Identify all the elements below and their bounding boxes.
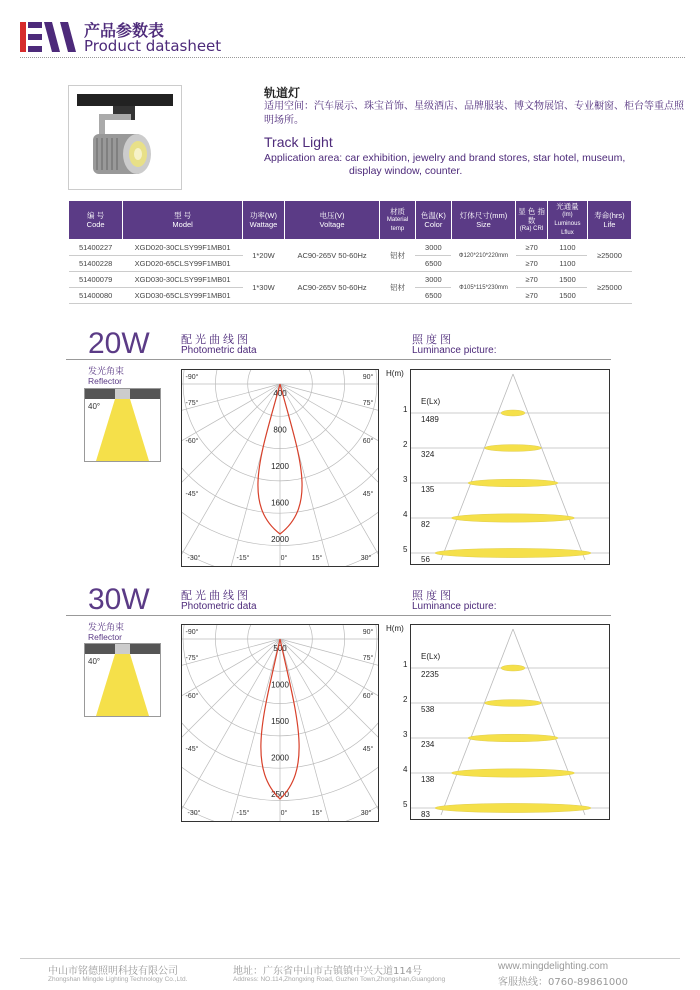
height-value: 1	[403, 405, 408, 414]
illuminance-spot	[468, 734, 558, 742]
polar-intensity-tick: 1000	[271, 680, 289, 690]
cell-code: 51400079	[69, 272, 123, 288]
photometric-title-en: Photometric data	[181, 345, 257, 356]
height-value: 1	[403, 660, 408, 669]
e-axis-label: E(Lx)	[421, 397, 441, 406]
polar-angle-label: 90°	[362, 629, 374, 636]
polar-intensity-tick: 500	[273, 644, 287, 653]
lux-value: 538	[421, 705, 435, 714]
cell-code: 51400227	[69, 240, 123, 256]
cell-flux: 1500	[547, 288, 587, 304]
polar-angle-label: 60°	[362, 438, 374, 445]
th-voltage: 电压(V) Voltage	[284, 201, 379, 240]
lux-value: 138	[421, 775, 435, 784]
polar-angle-label: 60°	[362, 693, 374, 700]
beam-angle-label: 40°	[88, 657, 101, 666]
polar-angle-label: -15°	[236, 810, 250, 817]
cell-life: ≥25000	[587, 240, 631, 272]
luminance-chart	[410, 369, 610, 565]
footer-address-en: Address: NO.114,Zhongxing Road, Guzhen Town,Zhongshan,Guangdong	[233, 976, 446, 983]
footer-company-cn: 中山市铭德照明科技有限公司	[48, 966, 178, 977]
reflector-diagram	[84, 643, 161, 717]
height-value: 4	[403, 510, 408, 519]
cell-model: XGD030-30CLSY99F1MB01	[123, 272, 243, 288]
polar-angle-label: 30°	[360, 810, 372, 817]
product-name-en: Track Light	[264, 134, 333, 150]
polar-intensity-tick: 2000	[271, 535, 289, 544]
height-value: 4	[403, 765, 408, 774]
polar-intensity-tick: 1500	[271, 717, 289, 726]
cell-material: 铝材	[380, 240, 416, 272]
illuminance-spot	[435, 803, 591, 812]
polar-intensity-tick: 1200	[271, 462, 289, 471]
th-color: 色温(K) Color	[415, 201, 451, 240]
polar-angle-label: -45°	[185, 491, 199, 498]
luminance-title-en: Luminance picture:	[412, 601, 497, 612]
cell-color: 6500	[415, 256, 451, 272]
cell-code: 51400228	[69, 256, 123, 272]
illuminance-spot	[485, 445, 542, 452]
cell-cri: ≥70	[516, 240, 548, 256]
footer-address-cn: 地址：广东省中山市古镇镇中兴大道114号	[233, 966, 423, 977]
lux-value: 83	[421, 810, 430, 819]
beam-angle-label: 40°	[88, 402, 101, 411]
section-divider	[66, 359, 611, 360]
cell-cri: ≥70	[516, 256, 548, 272]
power-label: 20W	[88, 327, 150, 360]
illuminance-spot	[452, 769, 575, 777]
polar-chart	[181, 369, 379, 567]
polar-intensity-tick: 800	[273, 425, 287, 435]
lux-value: 135	[421, 485, 435, 494]
polar-angle-label: 0°	[280, 810, 288, 817]
cell-life: ≥25000	[587, 272, 631, 304]
spec-table	[68, 200, 632, 304]
lux-value: 82	[421, 520, 430, 529]
height-value: 5	[403, 800, 408, 809]
reflector-label-cn: 发光角束	[88, 367, 125, 377]
cell-wattage: 1*30W	[243, 272, 285, 304]
footer-website[interactable]: www.mingdelighting.com	[498, 961, 609, 972]
height-value: 2	[403, 440, 408, 449]
cell-cri: ≥70	[516, 272, 548, 288]
polar-angle-label: -60°	[185, 438, 199, 445]
polar-angle-label: 45°	[362, 746, 374, 753]
luminance-chart	[410, 624, 610, 820]
cell-model: XGD020-30CLSY99F1MB01	[123, 240, 243, 256]
cell-wattage: 1*20W	[243, 240, 285, 272]
height-value: 3	[403, 475, 408, 484]
reflector-label-cn: 发光角束	[88, 623, 125, 633]
polar-angle-label: 75°	[362, 400, 374, 407]
cell-flux: 1100	[547, 240, 587, 256]
cell-size: Ф120*210*220mm	[451, 240, 515, 272]
company-logo	[20, 20, 80, 54]
header-title-en: Product datasheet	[84, 37, 222, 55]
polar-angle-label: -90°	[185, 629, 199, 636]
polar-angle-label: 90°	[362, 374, 374, 381]
polar-angle-label: -75°	[185, 655, 199, 662]
illuminance-spot	[501, 410, 525, 416]
track-light-image	[68, 85, 182, 190]
illuminance-spot	[468, 479, 558, 487]
polar-angle-label: -90°	[185, 374, 199, 381]
product-name-cn: 轨道灯	[264, 86, 301, 100]
lux-value: 1489	[421, 415, 439, 424]
reflector-label-en: Reflector	[88, 376, 123, 386]
luminance-title-en: Luminance picture:	[412, 345, 497, 356]
e-axis-label: E(Lx)	[421, 652, 441, 661]
application-area-en-line2: display window, counter.	[349, 165, 463, 177]
cell-color: 3000	[415, 240, 451, 256]
reflector-label-en: Reflector	[88, 632, 123, 642]
power-label: 30W	[88, 583, 150, 616]
illuminance-spot	[485, 700, 542, 707]
cell-model: XGD030-65CLSY99F1MB01	[123, 288, 243, 304]
cell-color: 6500	[415, 288, 451, 304]
th-code: 编 号 Code	[69, 201, 123, 240]
h-axis-label: H(m)	[386, 624, 404, 633]
polar-angle-label: 15°	[311, 555, 323, 562]
polar-angle-label: 75°	[362, 655, 374, 662]
polar-intensity-tick: 400	[273, 389, 287, 398]
cell-flux: 1100	[547, 256, 587, 272]
lux-value: 234	[421, 740, 435, 749]
th-material: 材质 Material temp	[380, 201, 416, 240]
polar-intensity-tick: 2000	[271, 753, 289, 763]
cell-material: 铝材	[380, 272, 416, 304]
lux-value: 2235	[421, 670, 439, 679]
luminance-title-cn: 照度图	[412, 589, 454, 602]
height-value: 2	[403, 695, 408, 704]
photometric-title-cn: 配光曲线图	[181, 333, 251, 346]
footer-hotline: 客服热线：0760-89861000	[498, 977, 628, 988]
height-value: 3	[403, 730, 408, 739]
cell-voltage: AC90-265V 50-60Hz	[284, 240, 379, 272]
lux-value: 56	[421, 555, 430, 564]
polar-angle-label: -45°	[185, 746, 199, 753]
table-row	[69, 240, 632, 256]
th-cri: 显 色 指 数 (Ra) CRI	[516, 201, 548, 240]
footer-company-en: Zhongshan Mingde Lighting Technology Co.,Ltd.	[48, 976, 188, 983]
application-area-en-line1: Application area: car exhibition, jewelry and brand stores, star hotel, museum,	[264, 152, 626, 164]
polar-chart	[181, 624, 379, 822]
cell-voltage: AC90-265V 50-60Hz	[284, 272, 379, 304]
cell-flux: 1500	[547, 272, 587, 288]
polar-angle-label: 0°	[280, 555, 288, 562]
lux-value: 324	[421, 450, 435, 459]
polar-intensity-tick: 2500	[271, 790, 289, 799]
th-size: 灯体尺寸(mm) Size	[451, 201, 515, 240]
reflector-diagram	[84, 388, 161, 462]
section-divider	[66, 615, 611, 616]
polar-angle-label: 15°	[311, 810, 323, 817]
photometric-title-cn: 配光曲线图	[181, 589, 251, 602]
th-wattage: 功率(W) Wattage	[243, 201, 285, 240]
cell-model: XGD020-65CLSY99F1MB01	[123, 256, 243, 272]
polar-intensity-tick: 1600	[271, 498, 289, 508]
header-divider	[20, 57, 685, 58]
illuminance-spot	[452, 514, 575, 522]
illuminance-spot	[435, 548, 591, 557]
header-title-cn: 产品参数表	[84, 21, 165, 40]
th-model: 型 号 Model	[123, 201, 243, 240]
application-area-cn: 适用空间：汽车展示、珠宝首饰、星级酒店、品牌服装、博文物展馆、专业橱窗、柜台等重点照明场所。	[264, 101, 684, 126]
polar-angle-label: -30°	[187, 810, 201, 817]
photometric-title-en: Photometric data	[181, 601, 257, 612]
cell-code: 51400080	[69, 288, 123, 304]
illuminance-spot	[501, 665, 525, 671]
th-flux: 光通量 (lm) Luminous Lflux	[547, 201, 587, 240]
h-axis-label: H(m)	[386, 369, 404, 378]
polar-angle-label: 45°	[362, 491, 374, 498]
polar-angle-label: -60°	[185, 693, 199, 700]
application-area-en	[264, 152, 684, 178]
polar-angle-label: -75°	[185, 400, 199, 407]
polar-angle-label: -15°	[236, 555, 250, 562]
cell-size: Ф105*115*230mm	[451, 272, 515, 304]
cell-color: 3000	[415, 272, 451, 288]
polar-angle-label: -30°	[187, 555, 201, 562]
footer-divider	[20, 958, 680, 959]
polar-angle-label: 30°	[360, 555, 372, 562]
table-row	[69, 272, 632, 288]
table-header-row	[69, 201, 632, 240]
th-life: 寿命(hrs) Life	[587, 201, 631, 240]
luminance-title-cn: 照度图	[412, 333, 454, 346]
height-value: 5	[403, 545, 408, 554]
cell-cri: ≥70	[516, 288, 548, 304]
